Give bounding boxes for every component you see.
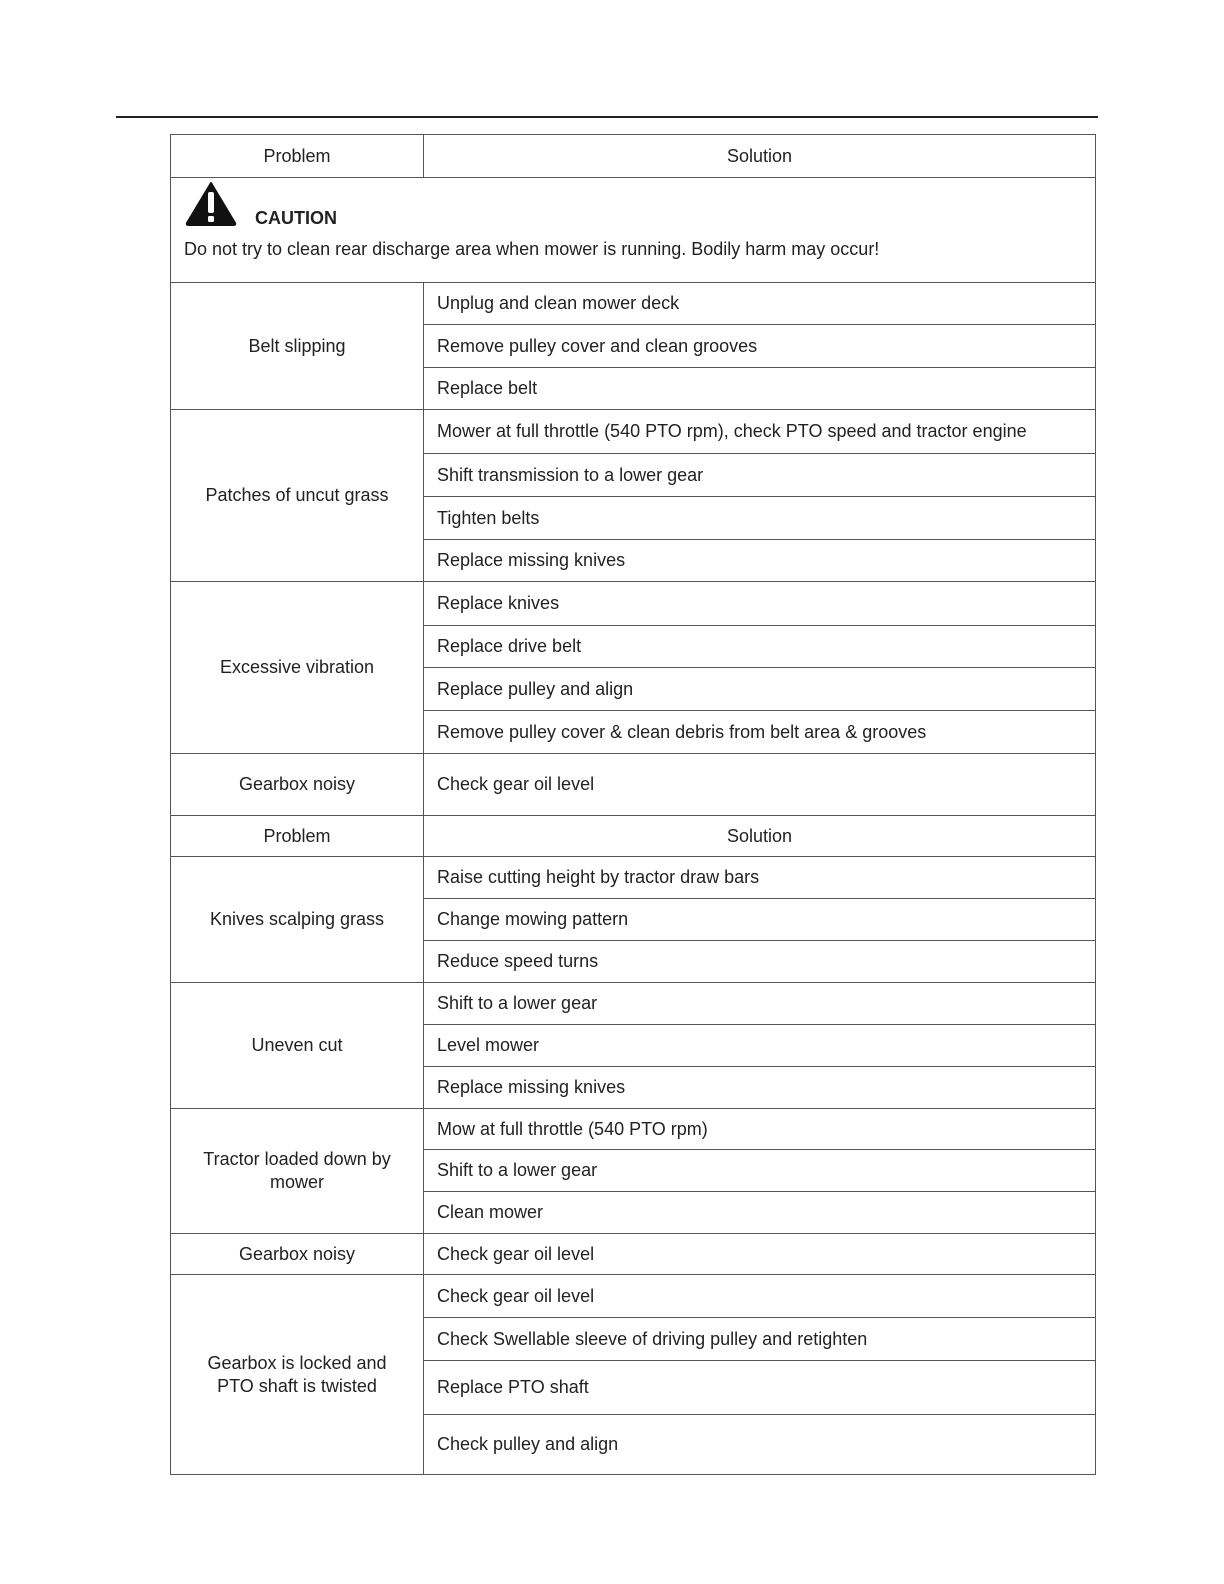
solution-cell: Check pulley and align bbox=[424, 1415, 1096, 1475]
solution-cell: Unplug and clean mower deck bbox=[424, 283, 1096, 325]
table-row bbox=[171, 754, 1096, 816]
header-row bbox=[171, 135, 1096, 178]
solution-cell: Remove pulley cover & clean debris from belt area & grooves bbox=[424, 711, 1096, 754]
caution-text: Do not try to clean rear discharge area when mower is running. Bodily harm may occur! bbox=[184, 239, 880, 259]
solution-header: Solution bbox=[424, 816, 1096, 857]
table-row bbox=[171, 983, 1096, 1025]
solution-cell: Shift transmission to a lower gear bbox=[424, 454, 1096, 497]
solution-cell: Check gear oil level bbox=[424, 1234, 1096, 1275]
top-rule bbox=[116, 116, 1098, 118]
problem-cell: Gearbox noisy bbox=[171, 1234, 424, 1275]
table-row bbox=[171, 1109, 1096, 1150]
solution-cell: Tighten belts bbox=[424, 497, 1096, 540]
solution-cell: Remove pulley cover and clean grooves bbox=[424, 325, 1096, 368]
caution-notice bbox=[171, 178, 1095, 282]
problem-cell: Gearbox noisy bbox=[171, 754, 424, 816]
solution-cell: Check Swellable sleeve of driving pulley and retighten bbox=[424, 1318, 1096, 1361]
solution-cell: Shift to a lower gear bbox=[424, 983, 1096, 1025]
solution-cell: Check gear oil level bbox=[424, 1275, 1096, 1318]
solution-cell: Replace knives bbox=[424, 582, 1096, 626]
solution-cell: Clean mower bbox=[424, 1192, 1096, 1234]
table-row bbox=[171, 857, 1096, 899]
solution-cell: Shift to a lower gear bbox=[424, 1150, 1096, 1192]
problem-cell: Knives scalping grass bbox=[171, 857, 424, 983]
problem-cell: Tractor loaded down by mower bbox=[171, 1109, 424, 1234]
problem-cell: Belt slipping bbox=[171, 283, 424, 410]
solution-cell: Mow at full throttle (540 PTO rpm) bbox=[424, 1109, 1096, 1150]
solution-cell: Replace missing knives bbox=[424, 1067, 1096, 1109]
table-row bbox=[171, 410, 1096, 454]
solution-cell: Replace pulley and align bbox=[424, 668, 1096, 711]
header-row bbox=[171, 816, 1096, 857]
table-row bbox=[171, 283, 1096, 325]
table-row bbox=[171, 582, 1096, 626]
solution-cell: Reduce speed turns bbox=[424, 941, 1096, 983]
solution-cell: Mower at full throttle (540 PTO rpm), check PTO speed and tractor engine bbox=[424, 410, 1096, 454]
solution-cell: Raise cutting height by tractor draw bars bbox=[424, 857, 1096, 899]
solution-cell: Level mower bbox=[424, 1025, 1096, 1067]
table-row bbox=[171, 1234, 1096, 1275]
warning-triangle-icon bbox=[185, 181, 237, 227]
problem-cell: Excessive vibration bbox=[171, 582, 424, 754]
caution-title: CAUTION bbox=[255, 208, 337, 228]
solution-cell: Check gear oil level bbox=[424, 754, 1096, 816]
problem-cell: Uneven cut bbox=[171, 983, 424, 1109]
problem-header: Problem bbox=[171, 816, 424, 857]
troubleshooting-table bbox=[170, 134, 1096, 1475]
table-row bbox=[171, 1275, 1096, 1318]
solution-cell: Change mowing pattern bbox=[424, 899, 1096, 941]
caution-row bbox=[171, 178, 1096, 283]
problem-cell: Patches of uncut grass bbox=[171, 410, 424, 582]
solution-header: Solution bbox=[424, 135, 1096, 178]
solution-cell: Replace drive belt bbox=[424, 626, 1096, 668]
solution-cell: Replace belt bbox=[424, 368, 1096, 410]
problem-header: Problem bbox=[171, 135, 424, 178]
solution-cell: Replace missing knives bbox=[424, 540, 1096, 582]
problem-cell: Gearbox is locked and PTO shaft is twisted bbox=[171, 1275, 424, 1475]
solution-cell: Replace PTO shaft bbox=[424, 1361, 1096, 1415]
